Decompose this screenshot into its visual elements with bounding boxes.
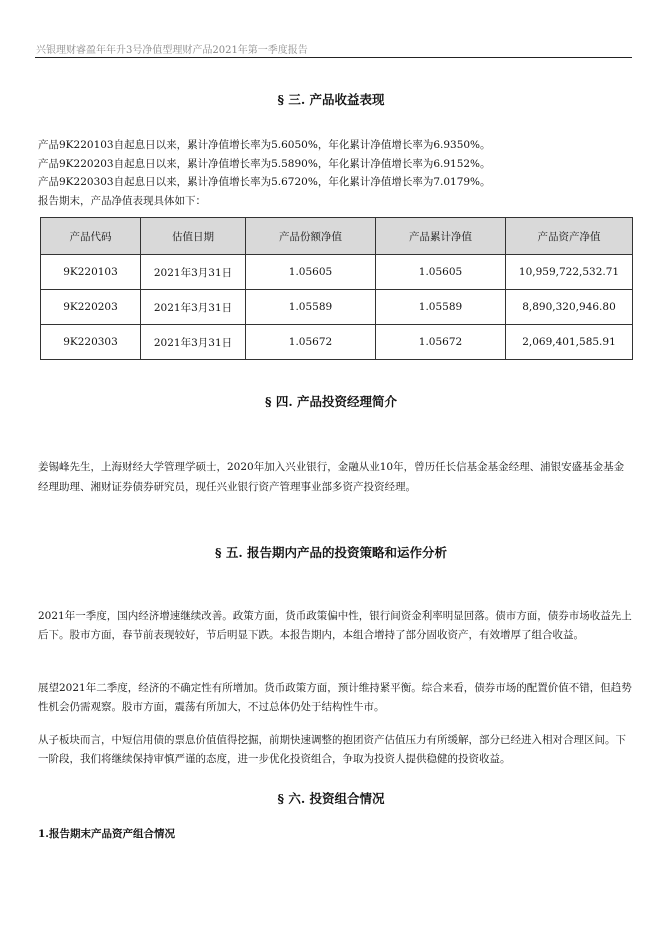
- cell: 1.05672: [376, 325, 506, 360]
- cell: 1.05605: [246, 255, 376, 290]
- cell: 1.05605: [376, 255, 506, 290]
- section-3-text: [38, 136, 632, 210]
- table-row: [41, 290, 633, 325]
- cell: 2021年3月31日: [141, 325, 246, 360]
- return-line-1: 产品9K220103自起息日以来，累计净值增长率为5.6050%，年化累计净值增长率为6.9350%。: [38, 139, 491, 151]
- section-4-title: § 四. 产品投资经理简介: [264, 394, 398, 409]
- cell: 2021年3月31日: [141, 290, 246, 325]
- strategy-paragraph-1: 2021年一季度，国内经济增速继续改善。政策方面，货币政策偏中性，银行间资金利率明显回落。债市方面，债券市场收益先上后下。股市方面，春节前表现较好，节后明显下跌。本报告期内，本组合增持了部分固收资产，有效增厚了组合收益。: [38, 610, 632, 641]
- table-header-row: [41, 218, 633, 255]
- section-3-title: § 三. 产品收益表现: [277, 92, 385, 107]
- strategy-paragraph-3: 从子板块而言，中短信用债的票息价值值得挖掘，前期快速调整的抱团资产估值压力有所缓解，部分已经进入相对合理区间。下一阶段，我们将继续保持审慎严谨的态度，进一步优化投资组合，争取为投资人提供稳健的投资收益。: [38, 734, 626, 765]
- cell: 9K220103: [41, 255, 141, 290]
- cell: 2021年3月31日: [141, 255, 246, 290]
- strategy-paragraph-2: 展望2021年二季度，经济的不确定性有所增加。货币政策方面，预计维持紧平衡。综合来看，债券市场的配置价值不错，但趋势性机会仍需观察。股市方面，震荡有所加大，不过总体仍处于结构性牛市。: [38, 682, 632, 713]
- table-row: [41, 325, 633, 360]
- cell: 9K220203: [41, 290, 141, 325]
- cell: 2,069,401,585.91: [506, 325, 633, 360]
- col-header: 估值日期: [141, 218, 246, 255]
- col-header: 产品资产净值: [506, 218, 633, 255]
- col-header: 产品代码: [41, 218, 141, 255]
- cell: 10,959,722,532.71: [506, 255, 633, 290]
- return-line-2: 产品9K220203自起息日以来，累计净值增长率为5.5890%，年化累计净值增长率为6.9152%。: [38, 157, 491, 170]
- table-row: [41, 255, 633, 290]
- running-header: 兴银理财睿盈年年升3号净值型理财产品2021年第一季度报告: [36, 45, 308, 56]
- col-header: 产品份额净值: [246, 218, 376, 255]
- cell: 1.05589: [376, 290, 506, 325]
- manager-bio: 姜锡峰先生，上海财经大学管理学硕士，2020年加入兴业银行，金融从业10年，曾历任长信基金基金经理、浦银安盛基金基金经理助理、湘财证券债券研究员，现任兴业银行资产管理事业部多资产投资经理。: [38, 461, 625, 493]
- cell: 1.05672: [246, 325, 376, 360]
- nav-table: [40, 217, 633, 360]
- section-5-title: § 五. 报告期内产品的投资策略和运作分析: [214, 545, 448, 560]
- cell: 8,890,320,946.80: [506, 290, 633, 325]
- return-line-4: 报告期末，产品净值表现具体如下：: [38, 194, 206, 207]
- return-line-3: 产品9K220303自起息日以来，累计净值增长率为5.6720%，年化累计净值增长率为7.0179%。: [38, 176, 491, 188]
- cell: 9K220303: [41, 325, 141, 360]
- cell: 1.05589: [246, 290, 376, 325]
- header-divider: [35, 57, 632, 58]
- col-header: 产品累计净值: [376, 218, 506, 255]
- subheading-asset-portfolio: 1.报告期末产品资产组合情况: [38, 828, 175, 840]
- section-6-title: § 六. 投资组合情况: [277, 791, 385, 806]
